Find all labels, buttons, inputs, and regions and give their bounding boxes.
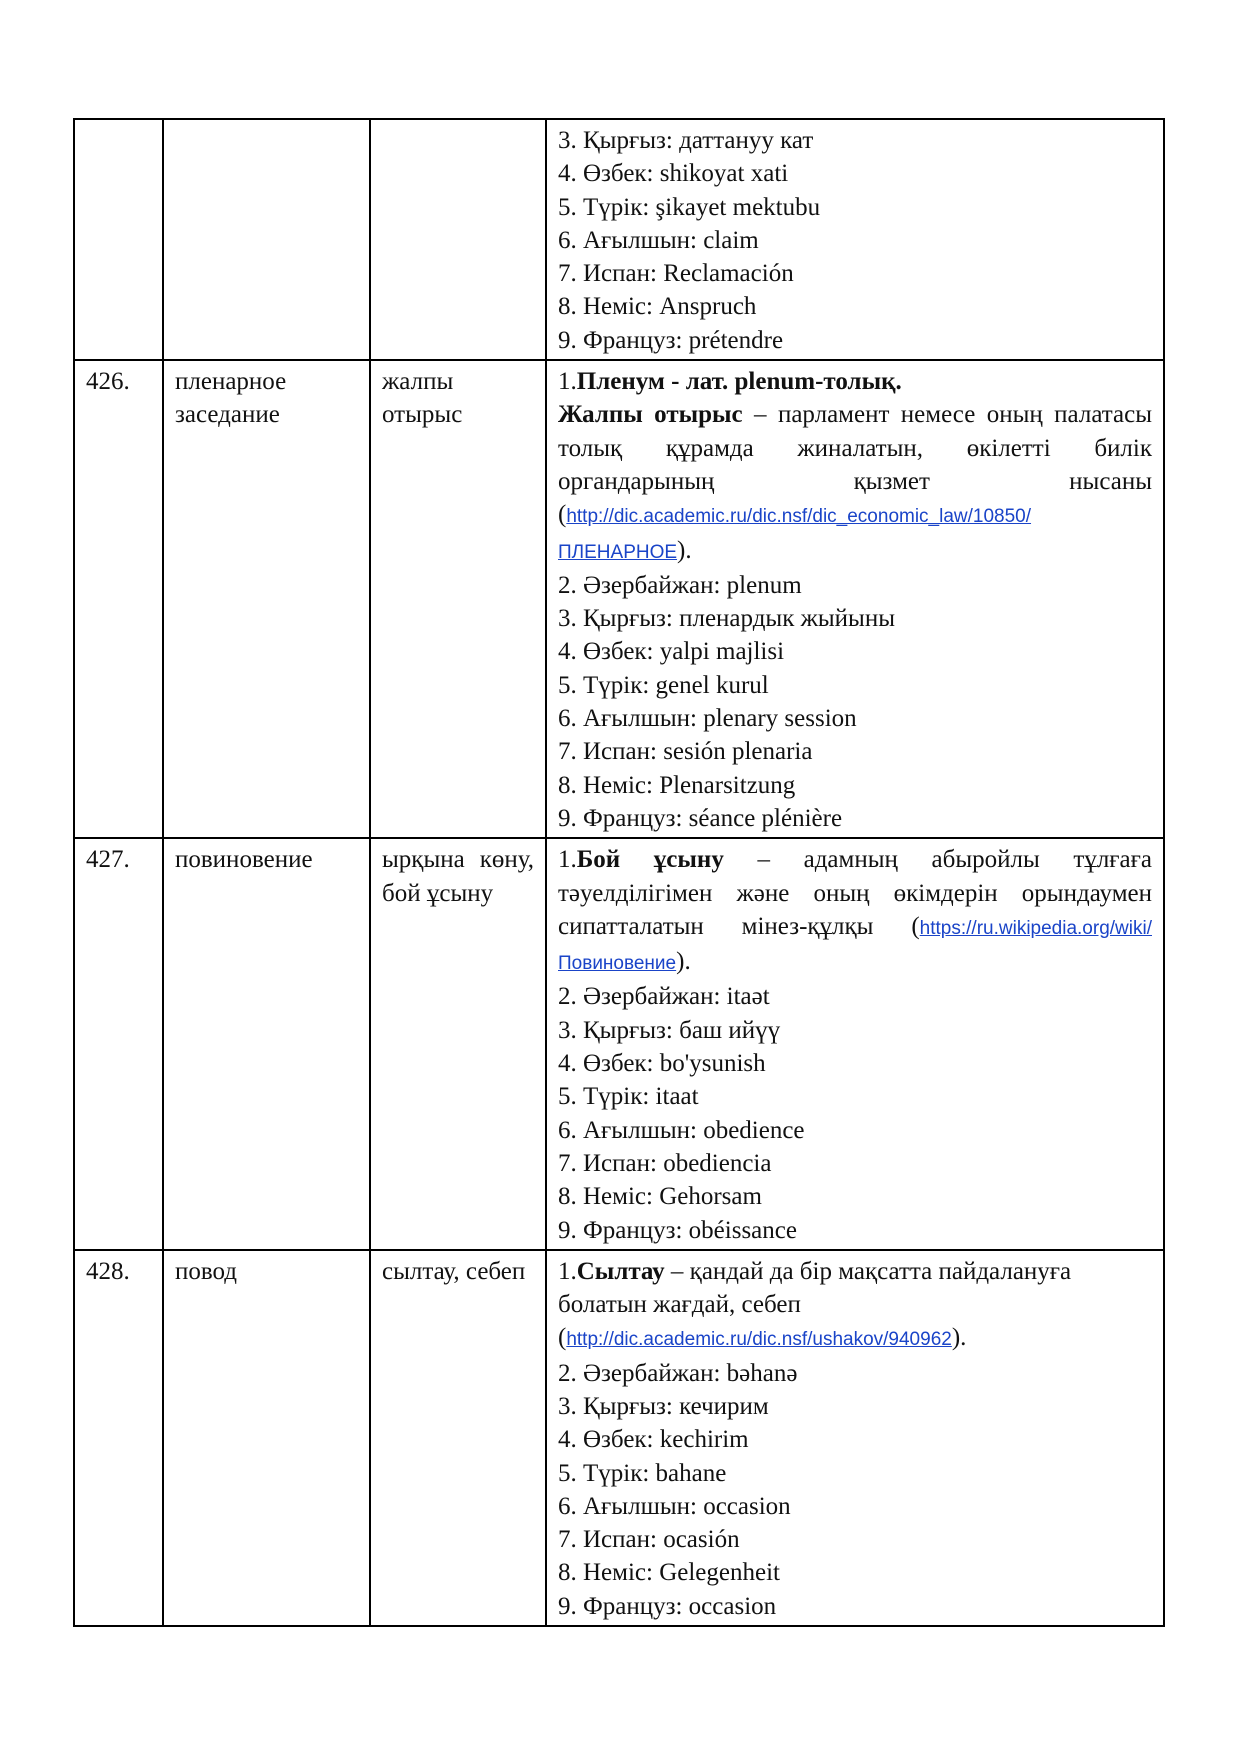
entry-number [74,119,163,360]
kazakh-term: жалпы отырыс [370,360,546,838]
definition-text: 1.Бой ұсыну – адамның абыройлы тұлғаға тәуелділігімен және оның өкімдерін орындаумен сипатталатын мінез-құлқы (https://ru.wikipedia.org/wiki/Повиновение). [558,846,1153,976]
translation-line: 7. Испан: Reclamación [558,260,794,288]
translation-line: 3. Қырғыз: пленардык жыйыны [558,605,896,633]
definition-cell [546,1250,1164,1626]
definition-term: Жалпы отырыс [558,401,743,429]
source-link[interactable]: http://dic.academic.ru/dic.nsf/dic_economic_law/10850/ПЛЕНАРНОЕ [558,506,1032,563]
translation-line: 5. Түрік: genel kurul [558,671,769,699]
russian-term: повод [163,1250,370,1626]
russian-term: пленарное заседание [163,360,370,838]
russian-term [163,119,370,360]
source-link[interactable]: http://dic.academic.ru/dic.nsf/ushakov/940962 [566,1329,952,1351]
definition-term: Сылтау [576,1257,665,1285]
russian-term: повиновение [163,838,370,1250]
table-row [74,119,1164,360]
definition-etymology: Пленум - лат. plenum-толық. [576,368,902,396]
translation-line: 8. Неміс: Plenarsitzung [558,771,796,799]
source-link[interactable]: https://ru.wikipedia.org/wiki/Повиновение [558,917,1152,975]
kazakh-term: ырқына көну, бой ұсыну [370,838,546,1250]
translation-line: 4. Өзбек: yalpi majlisi [558,638,785,666]
translation-line: 3. Қырғыз: баш ийүү [558,1016,781,1044]
translation-line: 3. Қырғыз: даттануу кат [558,127,814,154]
definition-cell [546,119,1164,360]
translation-line: 5. Түрік: şikayet mektubu [558,193,821,221]
translation-line: 7. Испан: ocasión [558,1526,740,1554]
translation-line: 4. Өзбек: bo'ysunish [558,1050,766,1078]
glossary-table [73,118,1165,1627]
table-row [74,360,1164,838]
translation-line: 2. Әзербайжан: plenum [558,571,802,599]
definition-text: Жалпы отырыс – парламент немесе оның палатасы толық құрамда жиналатын, өкілетті билік органдарының қызмет нысаны (http://dic.academic.ru/dic.nsf/dic_economic_law/10850/ПЛЕНАРНОЕ). [558,401,1152,564]
translation-line: 2. Әзербайжан: itaət [558,983,770,1011]
translation-line: 3. Қырғыз: кечирим [558,1392,769,1420]
definition-text: 1.Сылтау – қандай да бір мақсатта пайдалануға болатын жағдай, себеп (http://dic.academic.ru/dic.nsf/ushakov/940962). [558,1257,1072,1352]
translation-line: 5. Түрік: bahane [558,1459,727,1487]
table-row [74,1250,1164,1626]
translation-line: 4. Өзбек: kechirim [558,1426,749,1454]
translation-line: 7. Испан: obediencia [558,1149,772,1177]
translation-line: 8. Неміс: Gehorsam [558,1183,762,1211]
definition-term: Бой ұсыну [576,846,724,874]
definition-cell [546,360,1164,838]
translation-line: 6. Ағылшын: occasion [558,1492,791,1520]
kazakh-term: сылтау, себеп [370,1250,546,1626]
translation-line: 9. Француз: occasion [558,1592,777,1620]
definition-cell [546,838,1164,1250]
translation-line: 5. Түрік: itaat [558,1083,699,1111]
translation-line: 9. Француз: prétendre [558,326,784,354]
translation-line: 8. Неміс: Gelegenheit [558,1559,780,1587]
entry-number: 427. [74,838,163,1250]
translation-line: 6. Ағылшын: obedience [558,1116,805,1144]
translation-line: 9. Француз: obéissance [558,1216,797,1244]
translation-line: 2. Әзербайжан: bəhanə [558,1359,798,1387]
definition-heading: 1.Пленум - лат. plenum-толық. [558,368,902,396]
translation-line: 6. Ағылшын: claim [558,226,759,254]
translation-line: 9. Француз: séance plénière [558,804,843,832]
translation-line: 7. Испан: sesión plenaria [558,738,813,766]
translation-line: 6. Ағылшын: plenary session [558,705,857,733]
table-row [74,838,1164,1250]
entry-number: 428. [74,1250,163,1626]
translation-line: 8. Неміс: Anspruch [558,293,757,321]
entry-number: 426. [74,360,163,838]
translation-line: 4. Өзбек: shikoyat xati [558,160,789,188]
kazakh-term [370,119,546,360]
